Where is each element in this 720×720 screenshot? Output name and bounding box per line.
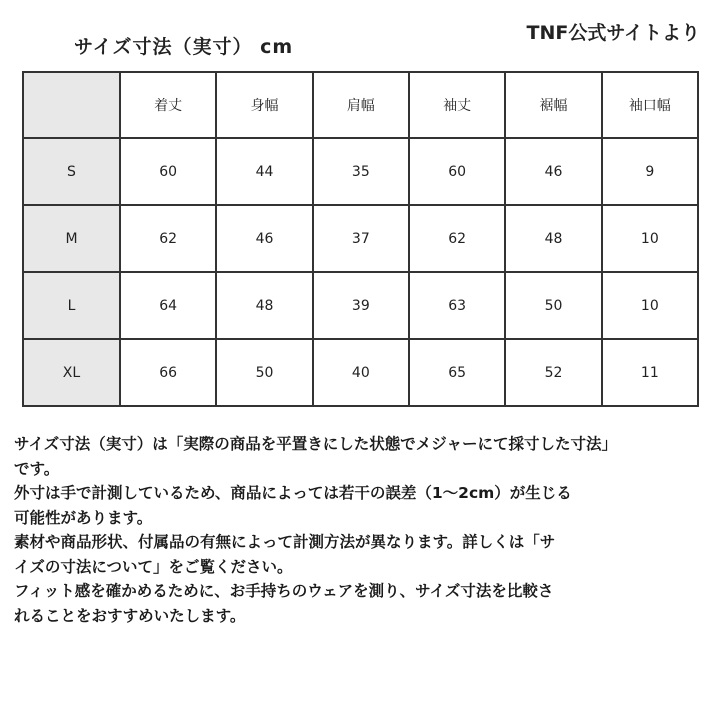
table-cell: 50 xyxy=(216,339,312,406)
table-cell: 48 xyxy=(216,272,312,339)
size-label: M xyxy=(23,205,120,272)
table-cell: 48 xyxy=(505,205,601,272)
size-label: S xyxy=(23,138,120,205)
note-line: です。 xyxy=(14,459,60,478)
note-line: 素材や商品形状、付属品の有無によって計測方法が異なります。詳しくは「サ xyxy=(14,533,556,551)
table-cell: 9 xyxy=(602,138,698,205)
table-cell: 62 xyxy=(120,205,216,272)
size-table xyxy=(22,71,699,407)
table-row xyxy=(23,138,698,205)
note-line: フィット感を確かめるために、お手持ちのウェアを測り、サイズ寸法を比較さ xyxy=(14,582,554,600)
table-row xyxy=(23,272,698,339)
column-header-hem: 裾幅 xyxy=(505,72,601,138)
table-header-row xyxy=(23,72,698,138)
note-line: サイズ寸法（実寸）は「実際の商品を平置きにした状態でメジャーにて採寸した寸法」 xyxy=(14,435,617,453)
table-cell: 62 xyxy=(409,205,505,272)
column-header-cuff: 袖口幅 xyxy=(602,72,698,138)
table-cell: 37 xyxy=(313,205,409,272)
table-cell: 10 xyxy=(602,205,698,272)
table-cell: 39 xyxy=(313,272,409,339)
table-cell: 66 xyxy=(120,339,216,406)
column-header-sleeve: 袖丈 xyxy=(409,72,505,138)
table-cell: 63 xyxy=(409,272,505,339)
note-line: 外寸は手で計測しているため、商品によっては若干の誤差（1〜2cm）が生じる xyxy=(14,484,572,502)
column-header-width: 身幅 xyxy=(216,72,312,138)
table-cell: 46 xyxy=(505,138,601,205)
size-label: L xyxy=(23,272,120,339)
source-label: TNF公式サイトより xyxy=(526,22,700,44)
note-line: 可能性があります。 xyxy=(14,508,153,527)
size-notes xyxy=(14,432,714,628)
table-cell: 35 xyxy=(313,138,409,205)
table-cell: 60 xyxy=(120,138,216,205)
table-cell: 40 xyxy=(313,339,409,406)
table-cell: 44 xyxy=(216,138,312,205)
size-label: XL xyxy=(23,339,120,406)
table-cell: 52 xyxy=(505,339,601,406)
column-header-shoulder: 肩幅 xyxy=(313,72,409,138)
table-cell: 11 xyxy=(602,339,698,406)
table-cell: 64 xyxy=(120,272,216,339)
note-line: れることをおすすめいたします。 xyxy=(14,606,246,625)
table-cell: 65 xyxy=(409,339,505,406)
table-cell: 10 xyxy=(602,272,698,339)
table-row xyxy=(23,205,698,272)
page-title: サイズ寸法（実寸） cm xyxy=(74,36,294,58)
table-cell: 46 xyxy=(216,205,312,272)
column-header-length: 着丈 xyxy=(120,72,216,138)
corner-cell xyxy=(23,72,120,138)
table-cell: 60 xyxy=(409,138,505,205)
table-cell: 50 xyxy=(505,272,601,339)
note-line: イズの寸法について」をご覧ください。 xyxy=(14,557,293,576)
table-row xyxy=(23,339,698,406)
